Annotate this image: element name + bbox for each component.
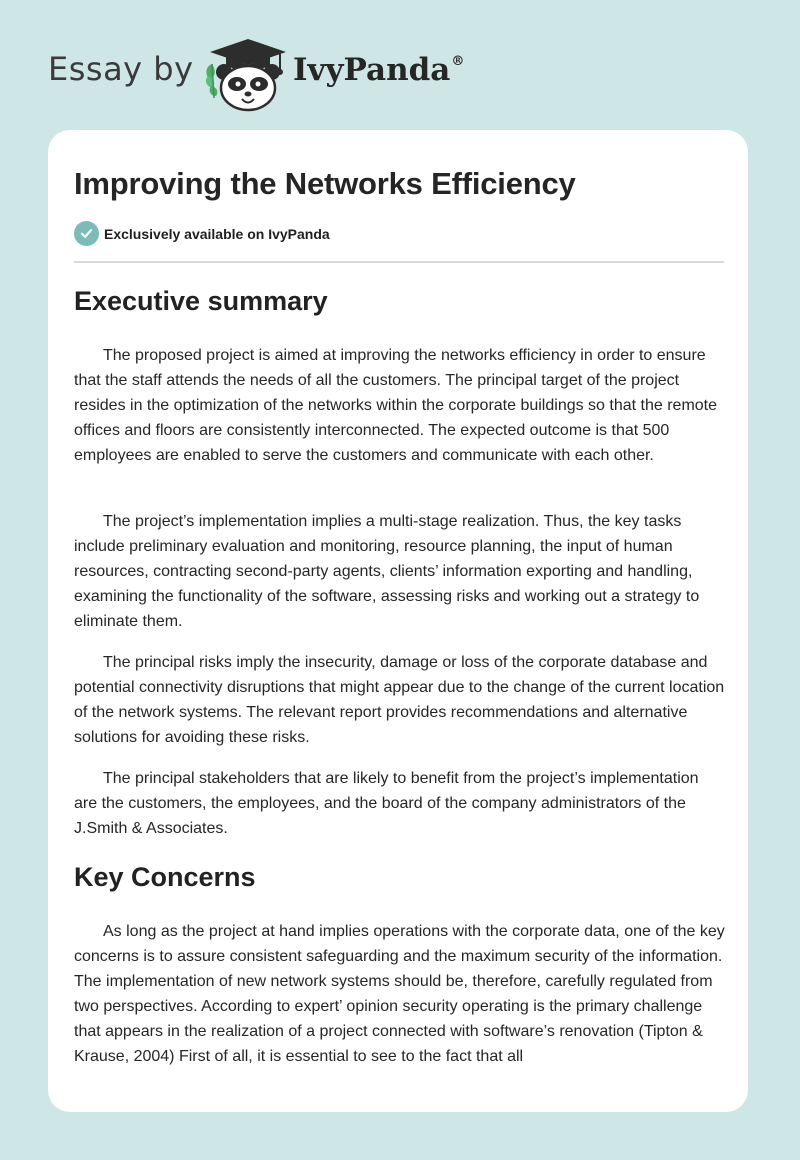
site-header [0,0,800,120]
brand-name: IvyPanda [293,52,451,88]
divider [74,261,724,263]
ivypanda-brand[interactable] [293,52,464,88]
check-circle-icon [74,221,99,246]
paragraph: The principal stakeholders that are likely to benefit from the project’s implementation are the customers, the employees, and the board of the company administrators of the J.Smith & Associates. [74,770,699,837]
essay-card [48,130,748,1112]
panda-logo-icon[interactable] [200,36,296,112]
essay-by-label: Essay by [48,50,194,88]
badge-label: Exclusively available on IvyPanda [104,225,330,242]
section-heading-key-concerns: Key Concerns [74,862,256,892]
page-title: Improving the Networks Efficiency [74,166,576,201]
paragraph: The principal risks imply the insecurity, damage or loss of the corporate database and potential connectivity disruptions that might appear due to the change of the current location of the network systems. The relevant report provides recommendations and alternative solutions for avoiding these risks. [74,654,725,746]
paragraph: As long as the project at hand implies operations with the corporate data, one of the key concerns is to assure consistent safeguarding and the maximum security of the information. The implementation of new network systems should be, therefore, carefully regulated from two perspectives. According to expert’ opinion security operating is the primary challenge that appears in the realization of a project connected with software’s renovation (Tipton & Krause, 2004) First of all, it is essential to see to the fact that all [74,923,725,1065]
exclusive-badge [74,221,330,246]
registered-mark: ® [451,53,465,69]
paragraph: The proposed project is aimed at improving the networks efficiency in order to ensure that the staff attends the needs of all the customers. The principal target of the project resides in the optimization of the networks within the corporate buildings so that the remote offices and floors are consistently interconnected. The expected outcome is that 500 employees are enabled to serve the customers and communicate with each other. [74,347,718,464]
section-heading-executive-summary: Executive summary [74,286,328,316]
paragraph: The project’s implementation implies a multi-stage realization. Thus, the key tasks include preliminary evaluation and monitoring, resource planning, the input of human resources, contracting second-party agents, clients’ information exporting and handling, examining the functionality of the software, assessing risks and working out a strategy to eliminate them. [74,513,700,630]
